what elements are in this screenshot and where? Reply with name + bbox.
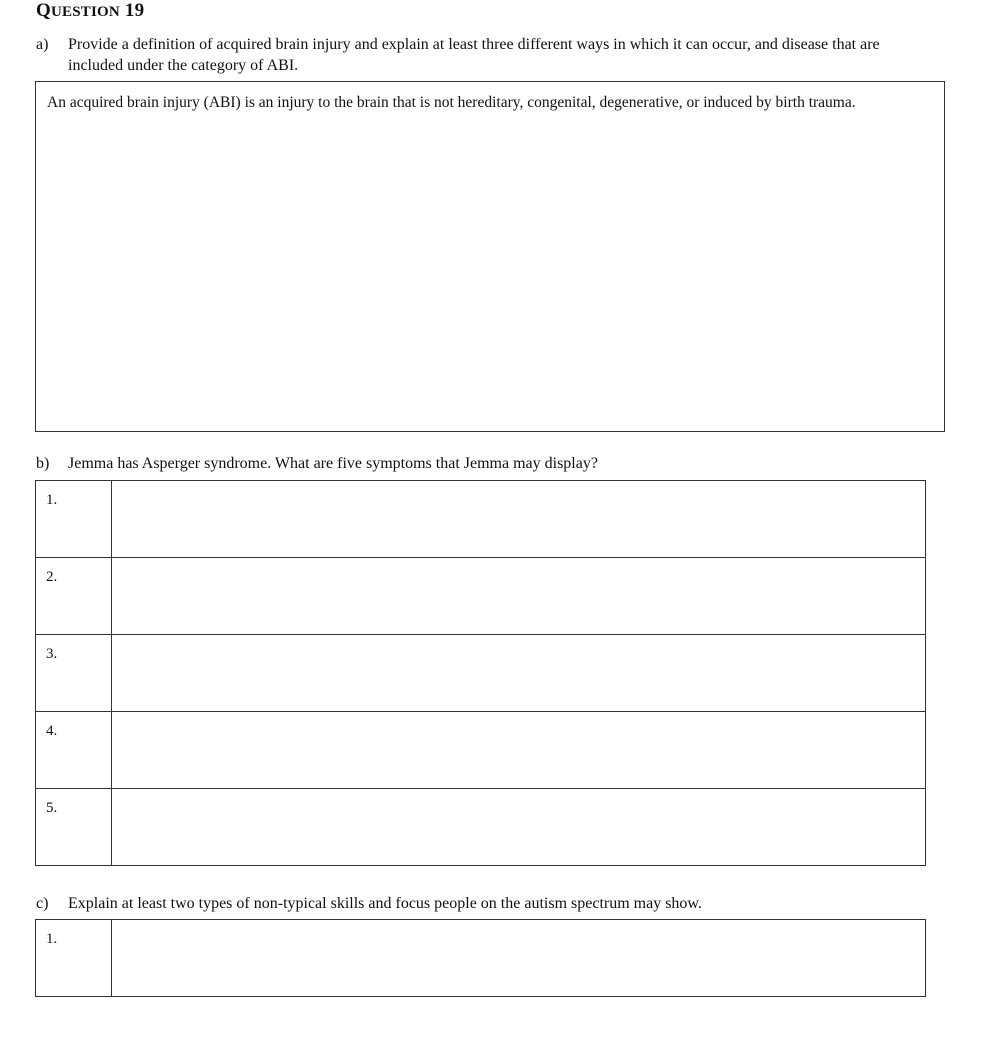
question-a-text: Provide a definition of acquired brain injury and explain at least three different ways in which it can occur, and disease that are included under the category of ABI. (68, 36, 880, 74)
row-number: 4. (36, 712, 112, 789)
answer-b-table (35, 480, 926, 866)
question-b-text: Jemma has Asperger syndrome. What are five symptoms that Jemma may display? (68, 455, 598, 472)
table-row (36, 712, 926, 789)
table-row (36, 558, 926, 635)
question-b (36, 453, 936, 475)
question-c-letter: c) (36, 895, 49, 912)
row-number: 2. (36, 558, 112, 635)
row-number: 5. (36, 789, 112, 866)
table-row (36, 789, 926, 866)
row-number: 1. (36, 481, 112, 558)
question-c-text: Explain at least two types of non-typical skills and focus people on the autism spectrum may show. (68, 895, 702, 912)
answer-cell[interactable] (112, 558, 926, 635)
question-b-letter: b) (36, 455, 50, 472)
question-a (36, 34, 936, 78)
question-a-letter: a) (36, 36, 49, 53)
table-row (36, 635, 926, 712)
answer-a-box[interactable] (35, 81, 945, 432)
answer-cell[interactable] (112, 789, 926, 866)
answer-cell[interactable] (112, 635, 926, 712)
question-c (36, 893, 936, 915)
row-number: 1. (36, 920, 112, 997)
answer-c-table (35, 919, 926, 997)
answer-a-text[interactable]: An acquired brain injury (ABI) is an injury to the brain that is not hereditary, congenital, degenerative, or induced by birth trauma. (47, 94, 856, 111)
row-number: 3. (36, 635, 112, 712)
table-row (36, 481, 926, 558)
answer-cell[interactable] (112, 481, 926, 558)
answer-cell[interactable] (112, 712, 926, 789)
answer-cell[interactable] (112, 920, 926, 997)
question-heading: QUESTION 19 (36, 0, 145, 21)
table-row (36, 920, 926, 997)
